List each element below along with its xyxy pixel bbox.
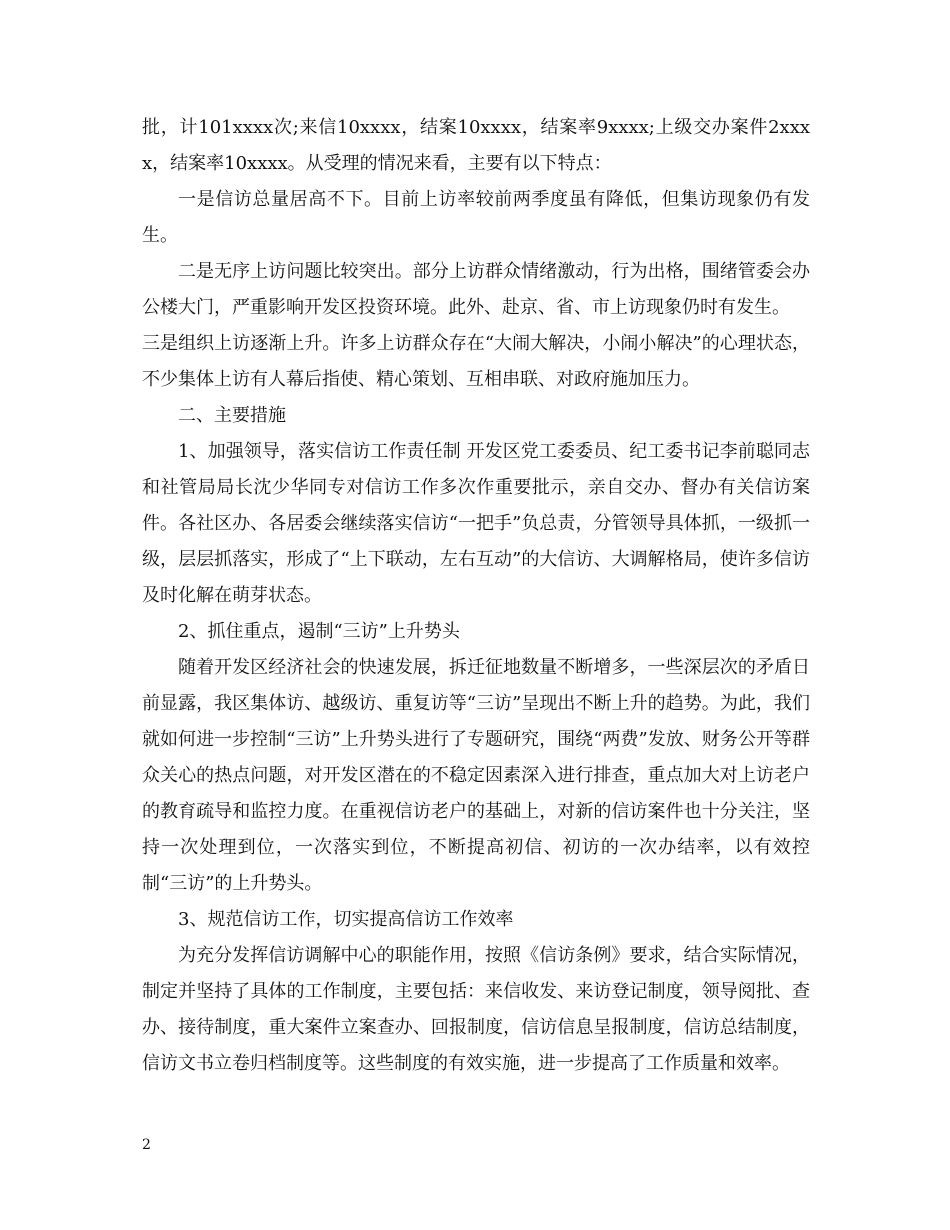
paragraph-measure-3: 为充分发挥信访调解中心的职能作用，按照《信访条例》要求，结合实际情况，制定并坚持了具体的工作制度，主要包括：来信收发、来访登记制度，领导阅批、查办、接待制度，重大案件立案查办、回报制度，信访信息呈报制度，信访总结制度，信访文书立卷归档制度等。这些制度的有效实施，进一步提高了工作质量和效率。: [142, 945, 810, 1074]
paragraph-4: 三是组织上访逐渐上升。许多上访群众存在“大闹大解决，小闹小解决”的心理状态，不少集体上访有人幕后指使、精心策划、互相串联、对政府施加压力。: [142, 333, 810, 390]
paragraph-1: 批，计101xxxx次;来信10xxxx，结案10xxxx，结案率9xxxx;上级交办案件2xxxx，结案率10xxxx。从受理的情况来看，主要有以下特点：: [142, 117, 810, 174]
subheading-measure-3: 3、规范信访工作，切实提高信访工作效率: [178, 909, 514, 930]
paragraph-3: 二是无序上访问题比较突出。部分上访群众情绪激动，行为出格，围绪管委会办公楼大门，严重影响开发区投资环境。此外、赴京、省、市上访现象仍时有发生。: [142, 261, 810, 318]
document-body: [142, 110, 810, 1082]
section-heading-measures: 二、主要措施: [178, 405, 286, 426]
paragraph-measure-2: 随着开发区经济社会的快速发展，拆迁征地数量不断增多，一些深层次的矛盾日前显露，我区集体访、越级访、重复访等“三访”呈现出不断上升的趋势。为此，我们就如何进一步控制“三访”上升势头进行了专题研究，围绕“两费”发放、财务公开等群众关心的热点问题，对开发区潜在的不稳定因素深入进行排查，重点加大对上访老户的教育疏导和监控力度。在重视信访老户的基础上，对新的信访案件也十分关注，坚持一次处理到位，一次落实到位，不断提高初信、初访的一次办结率，以有效控制“三访”的上升势头。: [142, 657, 810, 894]
paragraph-2: 一是信访总量居高不下。目前上访率较前两季度虽有降低，但集访现象仍有发生。: [142, 189, 810, 246]
subheading-measure-2: 2、抓住重点，遏制“三访”上升势头: [178, 621, 460, 642]
page-number: 2: [142, 1137, 151, 1153]
paragraph-measure-1: 1、加强领导，落实信访工作责任制 开发区党工委委员、纪工委书记李前聪同志和社管局局长沈少华同专对信访工作多次作重要批示，亲自交办、督办有关信访案件。各社区办、各居委会继续落实信访“一把手”负总责，分管领导具体抓，一级抓一级，层层抓落实，形成了“上下联动，左右互动”的大信访、大调解格局，使许多信访及时化解在萌芽状态。: [142, 441, 810, 606]
